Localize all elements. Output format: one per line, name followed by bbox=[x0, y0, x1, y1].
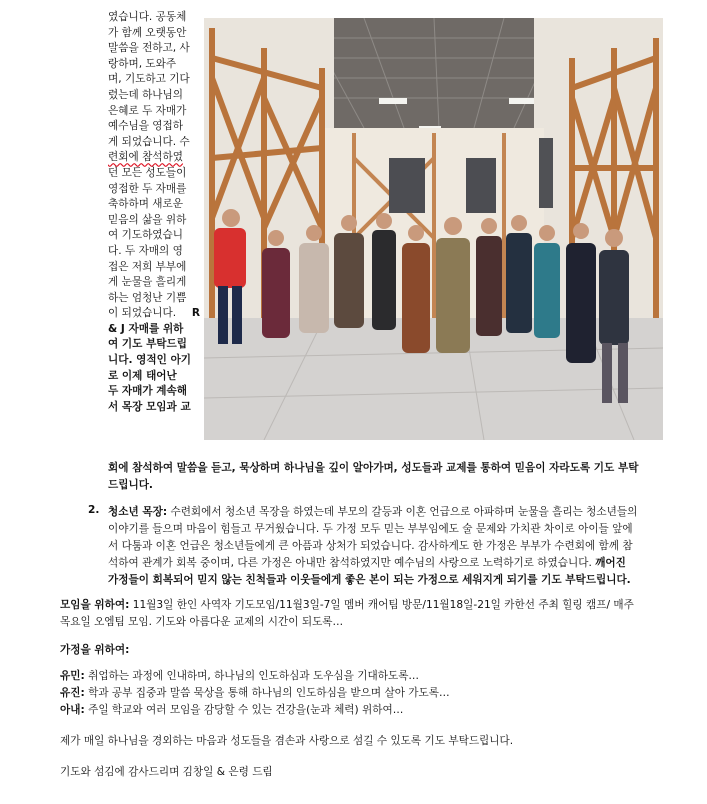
text-fragment: 석하여 관계가 회복 중이며, 다른 가정은 아내만 참석하였지만 예수님의 사랑으로 노력하기로 하였습니다. bbox=[108, 557, 592, 569]
text-line: 다. 두 자매의 영 bbox=[108, 244, 183, 257]
text-line: 믿음의 삶을 위하 bbox=[108, 213, 187, 226]
bold-line: 여 기도 부탁드립 bbox=[108, 338, 188, 351]
bold-fragment: 깨어진 bbox=[595, 557, 626, 569]
text-line: 렸는데 하나님의 bbox=[108, 88, 184, 101]
text-line: 은혜로 두 자매가 bbox=[108, 104, 187, 117]
text-line bbox=[108, 555, 668, 572]
family-heading: 가정을 위하여: bbox=[60, 644, 130, 656]
bold-line: 두 자매가 계속해 bbox=[108, 385, 188, 398]
text-line: 이야기를 들으며 마음이 힘들고 무거웠습니다. 두 가정 모두 믿는 부부임에도 술 문제와 가치관 차이로 아이들 앞에 bbox=[108, 523, 633, 535]
list-item bbox=[60, 702, 680, 719]
text-fragment: 11월3일 한인 사역자 기도모임/11월3일-7일 멤버 캐어팀 방문/11월18일-21일 카한선 주최 힐링 캠프/ 매주 bbox=[132, 599, 634, 611]
youth-section-title: 청소년 목장: bbox=[108, 506, 168, 518]
text-line: 며, 기도하고 기다 bbox=[108, 73, 190, 86]
list-number: 2. bbox=[88, 504, 100, 516]
bold-fragment: R bbox=[191, 307, 200, 320]
text-fragment: 이 되었습니다. bbox=[108, 307, 177, 320]
bold-line: 서 목장 모임과 교 bbox=[108, 400, 191, 413]
text-line: 게 눈물을 흘리게 bbox=[108, 276, 187, 289]
list-item bbox=[60, 668, 680, 685]
bold-line: & J 자매를 위하 bbox=[108, 322, 184, 335]
text-line: 접은 저희 부부에 bbox=[108, 260, 187, 273]
text-line: 하는 엄청난 기쁨 bbox=[108, 291, 187, 304]
family-member-name: 유민: bbox=[60, 670, 85, 682]
family-member-name: 유진: bbox=[60, 687, 85, 699]
group-photo-illustration bbox=[204, 18, 663, 440]
text-line bbox=[60, 597, 680, 614]
list-item bbox=[60, 685, 680, 702]
family-member-text: 주일 학교와 여러 모임을 감당할 수 있는 건강을(눈과 체력) 위하여… bbox=[88, 704, 404, 716]
text-line: 서 다툼과 이혼 언급은 청소년들에게 큰 아픔과 상처가 되었습니다. 감사하게도 한 가정은 부부가 수련회에 함께 참 bbox=[108, 540, 633, 552]
family-member-text: 학과 공부 집중과 말씀 묵상을 통해 하나님의 인도하심을 받으며 살아 가도록… bbox=[88, 687, 450, 699]
meetings-label: 모임을 위하여: bbox=[60, 599, 130, 611]
text-line: 게 되었습니다. 수 bbox=[108, 135, 190, 148]
family-list bbox=[60, 668, 680, 719]
text-line: 련회에 참석하였 bbox=[108, 151, 184, 164]
bold-line: 니다. 영적인 아기 bbox=[108, 354, 192, 367]
prayer-request-paragraph bbox=[108, 460, 668, 493]
text-line: 여 기도하였습니 bbox=[108, 229, 184, 242]
family-member-name: 아내: bbox=[60, 704, 85, 716]
text-line: 랑하며, 도와주 bbox=[108, 57, 177, 70]
text-fragment: 수련회에서 청소년 목장을 하였는데 부모의 갈등과 이혼 언급으로 아파하며 눈물을 흘리는 청소년들의 bbox=[170, 506, 638, 518]
text-line: 가 함께 오랫동안 bbox=[108, 26, 187, 39]
signature: 기도와 섬김에 감사드리며 김창일 & 은령 드림 bbox=[60, 766, 273, 778]
text-line: 회에 참석하여 말씀을 듣고, 묵상하며 하나님을 깊이 알아가며, 성도들과 교제를 통하여 믿음이 자라도록 기도 부탁 bbox=[108, 462, 639, 474]
bold-line: 가정들이 회복되어 믿지 않는 친척들과 이웃들에게 좋은 본이 되는 가정으로 세워지게 되기를 기도 부탁드립니다. bbox=[108, 574, 631, 586]
family-member-text: 취업하는 과정에 인내하며, 하나님의 인도하심과 도우심을 기대하도록… bbox=[88, 670, 420, 682]
bold-line: 로 이제 태어난 bbox=[108, 369, 177, 382]
text-line: 목요일 오엠팀 모임. 기도와 아름다운 교제의 시간이 되도록… bbox=[60, 616, 344, 628]
text-line: 드립니다. bbox=[108, 478, 153, 491]
text-line bbox=[108, 504, 668, 521]
meetings-section bbox=[60, 597, 680, 631]
wrapped-text-column bbox=[108, 10, 200, 415]
youth-section bbox=[108, 504, 668, 589]
group-photo bbox=[204, 18, 663, 440]
text-line: 였습니다. 공동체 bbox=[108, 11, 187, 23]
text-line: 말씀을 전하고, 사 bbox=[108, 42, 190, 55]
text-line: 던 모든 성도들이 bbox=[108, 166, 187, 179]
text-line: 영접한 두 자매를 bbox=[108, 182, 187, 195]
closing-prayer: 제가 매일 하나님을 경외하는 마음과 성도들을 겸손과 사랑으로 섬길 수 있도록 기도 부탁드립니다. bbox=[60, 735, 514, 747]
text-line: 축하하며 새로운 bbox=[108, 198, 184, 211]
text-line: 예수님을 영접하 bbox=[108, 120, 184, 133]
text-line bbox=[108, 306, 200, 322]
